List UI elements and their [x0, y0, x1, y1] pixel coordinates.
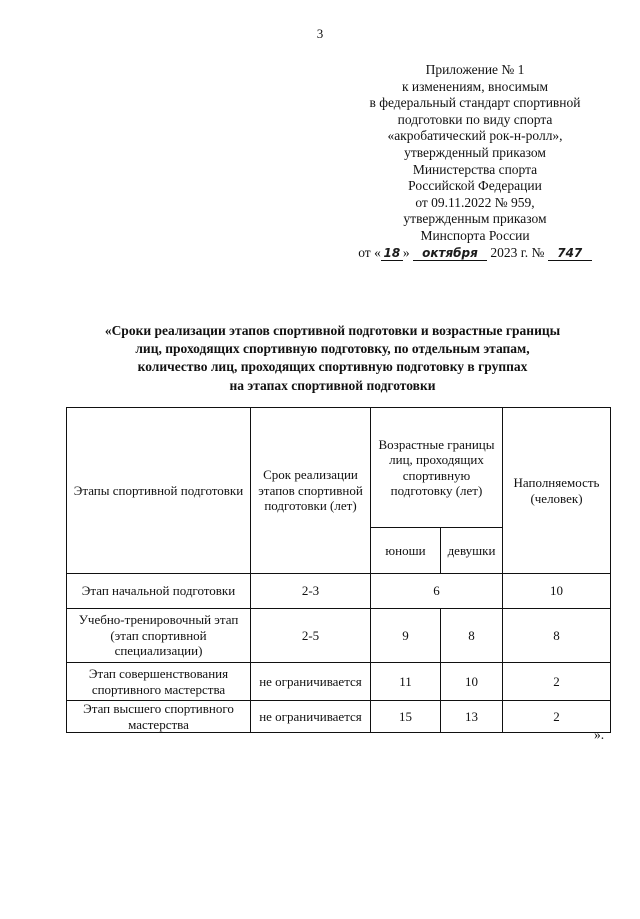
appendix-line: «акробатический рок-н-ролл»,: [387, 128, 563, 144]
appendix-header: [330, 62, 620, 261]
appendix-line: от 09.11.2022 № 959,: [415, 194, 535, 210]
cell-duration: 2-3: [251, 574, 371, 609]
header-occupancy: Наполняемость (человек): [503, 408, 611, 574]
page-number: 3: [316, 26, 324, 41]
cell-duration: 2-5: [251, 609, 371, 663]
title-line: лиц, проходящих спортивную подготовку, по отдельным этапам,: [135, 341, 530, 357]
appendix-line: утвержденный приказом: [404, 144, 546, 160]
cell-girls: 10: [441, 663, 503, 701]
cell-age: 6: [371, 574, 503, 609]
title-line: на этапах спортивной подготовки: [229, 377, 436, 393]
cell-occupancy: 10: [503, 574, 611, 609]
appendix-line: Минспорта России: [420, 227, 530, 243]
cell-duration: не ограничивается: [251, 663, 371, 701]
document-title: [60, 322, 605, 395]
appendix-line: Министерства спорта: [412, 161, 538, 177]
appendix-line: утвержденным приказом: [403, 211, 547, 227]
header-boys: юноши: [371, 528, 441, 574]
cell-stage: Этап начальной подготовки: [67, 574, 251, 609]
appendix-line: к изменениям, вносимым: [401, 78, 549, 94]
cell-boys: 11: [371, 663, 441, 701]
cell-stage: Этап совершенствования спортивного мастерства: [67, 663, 251, 701]
cell-occupancy: 8: [503, 609, 611, 663]
cell-boys: 15: [371, 701, 441, 733]
appendix-line: Российской Федерации: [408, 178, 542, 194]
order-date-line: [330, 245, 620, 262]
table-header-row: [67, 408, 611, 528]
order-mid: »: [402, 244, 410, 260]
cell-girls: 13: [441, 701, 503, 733]
header-duration: Срок реализации этапов спортивной подготовки (лет): [251, 408, 371, 574]
header-girls: девушки: [441, 528, 503, 574]
appendix-line: в федеральный стандарт спортивной: [369, 95, 581, 111]
cell-boys: 9: [371, 609, 441, 663]
cell-girls: 8: [441, 609, 503, 663]
appendix-line: Приложение № 1: [425, 62, 525, 77]
stages-table: [66, 407, 611, 733]
appendix-line: подготовки по виду спорта: [397, 111, 553, 127]
cell-stage: Учебно-тренировочный этап (этап спортивной специализации): [67, 609, 251, 663]
closing-quote: ».: [594, 727, 605, 742]
cell-duration: не ограничивается: [251, 701, 371, 733]
cell-occupancy: 2: [503, 663, 611, 701]
title-line: количество лиц, проходящих спортивную подготовку в группах: [137, 359, 528, 375]
cell-stage: Этап высшего спортивного мастерства: [67, 701, 251, 733]
header-stages: Этапы спортивной подготовки: [67, 408, 251, 574]
order-day-handwritten: 18: [381, 247, 403, 261]
table-row: [67, 701, 611, 733]
order-prefix: от «: [358, 244, 381, 260]
table-row: [67, 663, 611, 701]
cell-occupancy: 2: [503, 701, 611, 733]
table-row: [67, 609, 611, 663]
table-row: [67, 574, 611, 609]
order-number-handwritten: 747: [548, 247, 592, 261]
order-year-text: 2023 г. №: [490, 244, 545, 260]
order-month-handwritten: октября: [413, 247, 487, 261]
header-age-limits: Возрастные границы лиц, проходящих спортивную подготовку (лет): [371, 408, 503, 528]
title-line: «Сроки реализации этапов спортивной подготовки и возрастные границы: [104, 323, 561, 338]
